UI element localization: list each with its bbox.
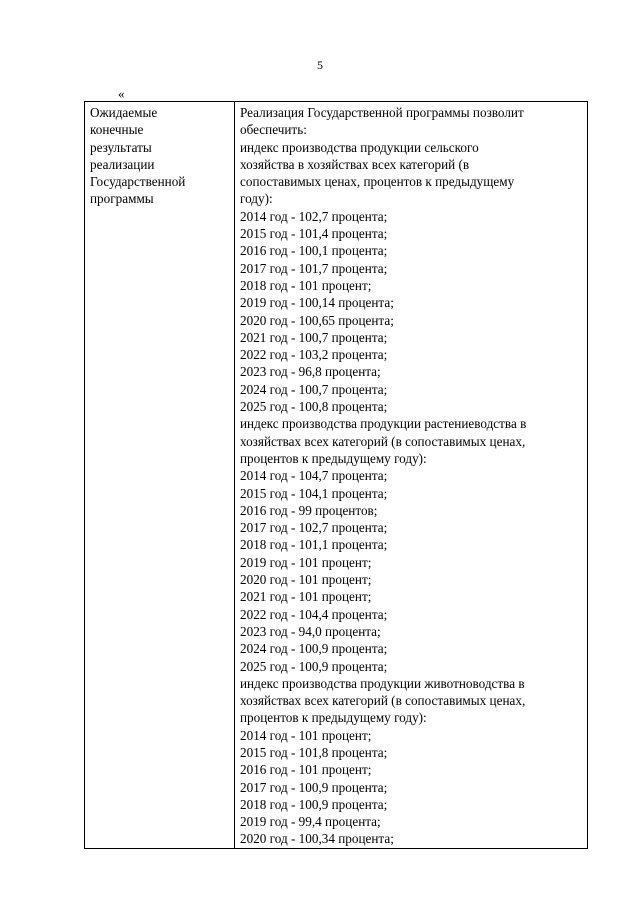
content-line: 2019 год - 101 процент; [240,554,372,570]
table-row [85,102,588,849]
content-line: хозяйствах всех категорий (в сопоставимых ценах, [240,693,526,709]
content-line: 2020 год - 100,65 процента; [240,312,394,328]
content-line: 2017 год - 100,9 процента; [240,779,388,795]
content-line: 2016 год - 99 процентов; [240,502,378,518]
content-line: 2015 год - 101,4 процента; [240,226,388,242]
content-line: 2024 год - 100,9 процента; [240,641,388,657]
page-number: 5 [317,58,323,72]
content-line: хозяйствах всех категорий (в сопоставимых ценах, [240,433,526,449]
content-line: 2023 год - 94,0 процента; [240,623,381,639]
content-line: 2020 год - 100,34 процента; [240,831,394,847]
expected-results-label-cell [85,102,235,849]
left-cell-line: Ожидаемые [90,105,158,120]
content-line: 2021 год - 100,7 процента; [240,329,388,345]
content-line: индекс производства продукции растениеводства в [240,416,527,432]
content-line: 2016 год - 101 процент; [240,762,372,778]
left-cell-line: Государственной [90,174,186,190]
content-line: 2017 год - 102,7 процента; [240,520,388,536]
content-line: 2021 год - 101 процент; [240,589,372,605]
content-line: 2020 год - 101 процент; [240,572,372,588]
content-line: хозяйства в хозяйствах всех категорий (в [240,156,470,172]
content-line: сопоставимых ценах, процентов к предыдущему [240,174,515,190]
left-cell-line: реализации [90,156,155,172]
program-results-table [84,101,588,849]
content-line: 2018 год - 100,9 процента; [240,796,388,812]
content-line: 2025 год - 100,9 процента; [240,658,388,674]
content-line: процентов к предыдущему году): [240,450,427,466]
content-line: 2019 год - 100,14 процента; [240,295,394,311]
expected-results-content-cell [235,102,588,849]
content-line: индекс производства продукции сельского [240,139,479,155]
content-line: году): [240,191,273,207]
left-cell-line: конечные [90,122,144,138]
left-cell-line: результаты [90,139,152,155]
content-line: 2014 год - 104,7 процента; [240,468,388,484]
content-line: 2014 год - 102,7 процента; [240,208,388,224]
content-line: 2015 год - 101,8 процента; [240,744,388,760]
content-line: 2015 год - 104,1 процента; [240,485,388,501]
content-line: 2023 год - 96,8 процента; [240,364,381,380]
content-line: 2014 год - 101 процент; [240,727,372,743]
content-line: 2024 год - 100,7 процента; [240,381,388,397]
content-line: 2019 год - 99,4 процента; [240,814,381,830]
content-line: 2022 год - 104,4 процента; [240,606,388,622]
content-line: 2025 год - 100,8 процента; [240,399,388,415]
content-line: 2022 год - 103,2 процента; [240,347,388,363]
content-line: 2018 год - 101,1 процента; [240,537,388,553]
content-line: 2017 год - 101,7 процента; [240,260,388,276]
content-line: обеспечить: [240,122,307,138]
content-line: 2018 год - 101 процент; [240,277,372,293]
left-cell-line: программы [90,191,154,207]
opening-quote-mark: « [118,86,125,101]
content-line: 2016 год - 100,1 процента; [240,243,388,259]
content-line: процентов к предыдущему году): [240,710,427,726]
content-line: индекс производства продукции животноводства в [240,675,525,691]
content-line: Реализация Государственной программы позволит [240,105,524,120]
